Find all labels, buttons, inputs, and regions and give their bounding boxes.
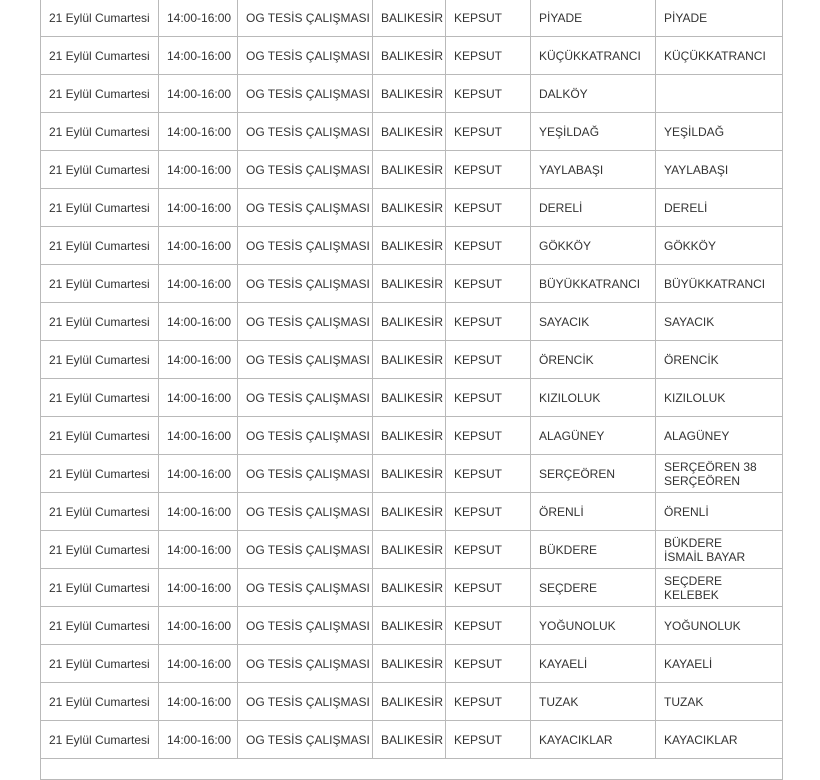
street-cell: YAYLABAŞI	[656, 151, 783, 189]
work-type-cell: OG TESİS ÇALIŞMASI	[238, 493, 373, 531]
table-row	[41, 341, 783, 379]
work-type-cell: OG TESİS ÇALIŞMASI	[238, 341, 373, 379]
table-row	[41, 0, 783, 37]
neighborhood-cell: YAYLABAŞI	[531, 151, 656, 189]
district-cell: KEPSUT	[446, 303, 531, 341]
work-type-cell: OG TESİS ÇALIŞMASI	[238, 455, 373, 493]
table-row	[41, 645, 783, 683]
work-type-cell: OG TESİS ÇALIŞMASI	[238, 379, 373, 417]
street-cell: BÜKDERE İSMAİL BAYAR	[656, 531, 783, 569]
table-row	[41, 379, 783, 417]
district-cell: KEPSUT	[446, 227, 531, 265]
time-cell: 14:00-16:00	[159, 189, 238, 227]
city-cell: BALIKESİR	[373, 227, 446, 265]
street-cell: TUZAK	[656, 683, 783, 721]
city-cell: BALIKESİR	[373, 645, 446, 683]
neighborhood-cell: SEÇDERE	[531, 569, 656, 607]
district-cell: KEPSUT	[446, 417, 531, 455]
neighborhood-cell: BÜYÜKKATRANCI	[531, 265, 656, 303]
table-row	[41, 227, 783, 265]
date-cell: 21 Eylül Cumartesi	[41, 113, 159, 151]
date-cell: 21 Eylül Cumartesi	[41, 379, 159, 417]
table-row	[41, 113, 783, 151]
neighborhood-cell: GÖKKÖY	[531, 227, 656, 265]
date-cell: 21 Eylül Cumartesi	[41, 37, 159, 75]
date-cell: 21 Eylül Cumartesi	[41, 151, 159, 189]
neighborhood-cell: ALAGÜNEY	[531, 417, 656, 455]
work-type-cell: OG TESİS ÇALIŞMASI	[238, 75, 373, 113]
city-cell: BALIKESİR	[373, 189, 446, 227]
table-row	[41, 569, 783, 607]
time-cell: 14:00-16:00	[159, 645, 238, 683]
date-cell: 21 Eylül Cumartesi	[41, 455, 159, 493]
street-cell: KIZILOLUK	[656, 379, 783, 417]
time-cell: 14:00-16:00	[159, 455, 238, 493]
work-type-cell: OG TESİS ÇALIŞMASI	[238, 227, 373, 265]
time-cell: 14:00-16:00	[159, 151, 238, 189]
date-cell: 21 Eylül Cumartesi	[41, 265, 159, 303]
district-cell: KEPSUT	[446, 493, 531, 531]
work-type-cell: OG TESİS ÇALIŞMASI	[238, 151, 373, 189]
neighborhood-cell: KAYACIKLAR	[531, 721, 656, 759]
outage-table-body	[41, 0, 783, 780]
district-cell: KEPSUT	[446, 189, 531, 227]
work-type-cell: OG TESİS ÇALIŞMASI	[238, 417, 373, 455]
district-cell: KEPSUT	[446, 683, 531, 721]
neighborhood-cell: KAYAELİ	[531, 645, 656, 683]
district-cell: KEPSUT	[446, 455, 531, 493]
work-type-cell: OG TESİS ÇALIŞMASI	[238, 37, 373, 75]
city-cell: BALIKESİR	[373, 113, 446, 151]
time-cell: 14:00-16:00	[159, 227, 238, 265]
city-cell: BALIKESİR	[373, 683, 446, 721]
work-type-cell: OG TESİS ÇALIŞMASI	[238, 607, 373, 645]
table-row	[41, 75, 783, 113]
work-type-cell: OG TESİS ÇALIŞMASI	[238, 303, 373, 341]
neighborhood-cell: PİYADE	[531, 0, 656, 37]
city-cell: BALIKESİR	[373, 417, 446, 455]
city-cell: BALIKESİR	[373, 531, 446, 569]
date-cell: 21 Eylül Cumartesi	[41, 683, 159, 721]
district-cell: KEPSUT	[446, 645, 531, 683]
district-cell: KEPSUT	[446, 0, 531, 37]
time-cell: 14:00-16:00	[159, 531, 238, 569]
city-cell: BALIKESİR	[373, 379, 446, 417]
street-cell: YEŞİLDAĞ	[656, 113, 783, 151]
street-cell: BÜYÜKKATRANCI	[656, 265, 783, 303]
neighborhood-cell: KIZILOLUK	[531, 379, 656, 417]
district-cell: KEPSUT	[446, 341, 531, 379]
street-cell: KÜÇÜKKATRANCI	[656, 37, 783, 75]
table-row	[41, 265, 783, 303]
time-cell: 14:00-16:00	[159, 113, 238, 151]
table-row	[41, 37, 783, 75]
neighborhood-cell: BÜKDERE	[531, 531, 656, 569]
time-cell: 14:00-16:00	[159, 721, 238, 759]
date-cell: 21 Eylül Cumartesi	[41, 569, 159, 607]
street-cell: SEÇDERE KELEBEK	[656, 569, 783, 607]
time-cell: 14:00-16:00	[159, 75, 238, 113]
city-cell: BALIKESİR	[373, 75, 446, 113]
street-cell: YOĞUNOLUK	[656, 607, 783, 645]
neighborhood-cell: SAYACIK	[531, 303, 656, 341]
table-row	[41, 151, 783, 189]
city-cell: BALIKESİR	[373, 151, 446, 189]
date-cell: 21 Eylül Cumartesi	[41, 721, 159, 759]
work-type-cell: OG TESİS ÇALIŞMASI	[238, 265, 373, 303]
work-type-cell: OG TESİS ÇALIŞMASI	[238, 683, 373, 721]
date-cell: 21 Eylül Cumartesi	[41, 227, 159, 265]
time-cell: 14:00-16:00	[159, 379, 238, 417]
district-cell: KEPSUT	[446, 37, 531, 75]
street-cell: KAYAELİ	[656, 645, 783, 683]
street-cell	[656, 75, 783, 113]
date-cell: 21 Eylül Cumartesi	[41, 607, 159, 645]
time-cell: 14:00-16:00	[159, 303, 238, 341]
time-cell: 14:00-16:00	[159, 417, 238, 455]
district-cell: KEPSUT	[446, 379, 531, 417]
empty-cell	[41, 759, 783, 780]
outage-table	[40, 0, 783, 780]
city-cell: BALIKESİR	[373, 569, 446, 607]
work-type-cell: OG TESİS ÇALIŞMASI	[238, 113, 373, 151]
city-cell: BALIKESİR	[373, 303, 446, 341]
neighborhood-cell: DERELİ	[531, 189, 656, 227]
work-type-cell: OG TESİS ÇALIŞMASI	[238, 569, 373, 607]
time-cell: 14:00-16:00	[159, 569, 238, 607]
date-cell: 21 Eylül Cumartesi	[41, 417, 159, 455]
date-cell: 21 Eylül Cumartesi	[41, 645, 159, 683]
date-cell: 21 Eylül Cumartesi	[41, 531, 159, 569]
street-cell: SERÇEÖREN 38 SERÇEÖREN	[656, 455, 783, 493]
district-cell: KEPSUT	[446, 151, 531, 189]
street-cell: ÖRENCİK	[656, 341, 783, 379]
street-cell: DERELİ	[656, 189, 783, 227]
street-cell: ALAGÜNEY	[656, 417, 783, 455]
date-cell: 21 Eylül Cumartesi	[41, 75, 159, 113]
district-cell: KEPSUT	[446, 531, 531, 569]
table-row	[41, 531, 783, 569]
date-cell: 21 Eylül Cumartesi	[41, 493, 159, 531]
time-cell: 14:00-16:00	[159, 493, 238, 531]
neighborhood-cell: ÖRENCİK	[531, 341, 656, 379]
city-cell: BALIKESİR	[373, 341, 446, 379]
neighborhood-cell: ÖRENLİ	[531, 493, 656, 531]
date-cell: 21 Eylül Cumartesi	[41, 0, 159, 37]
date-cell: 21 Eylül Cumartesi	[41, 189, 159, 227]
table-row	[41, 683, 783, 721]
neighborhood-cell: YEŞİLDAĞ	[531, 113, 656, 151]
city-cell: BALIKESİR	[373, 493, 446, 531]
city-cell: BALIKESİR	[373, 607, 446, 645]
time-cell: 14:00-16:00	[159, 607, 238, 645]
work-type-cell: OG TESİS ÇALIŞMASI	[238, 721, 373, 759]
neighborhood-cell: SERÇEÖREN	[531, 455, 656, 493]
district-cell: KEPSUT	[446, 113, 531, 151]
street-cell: KAYACIKLAR	[656, 721, 783, 759]
time-cell: 14:00-16:00	[159, 341, 238, 379]
table-row-partial	[41, 759, 783, 780]
work-type-cell: OG TESİS ÇALIŞMASI	[238, 189, 373, 227]
table-row	[41, 417, 783, 455]
district-cell: KEPSUT	[446, 265, 531, 303]
time-cell: 14:00-16:00	[159, 683, 238, 721]
city-cell: BALIKESİR	[373, 721, 446, 759]
district-cell: KEPSUT	[446, 569, 531, 607]
table-row	[41, 721, 783, 759]
neighborhood-cell: DALKÖY	[531, 75, 656, 113]
city-cell: BALIKESİR	[373, 0, 446, 37]
date-cell: 21 Eylül Cumartesi	[41, 303, 159, 341]
date-cell: 21 Eylül Cumartesi	[41, 341, 159, 379]
work-type-cell: OG TESİS ÇALIŞMASI	[238, 0, 373, 37]
street-cell: PİYADE	[656, 0, 783, 37]
district-cell: KEPSUT	[446, 721, 531, 759]
street-cell: SAYACIK	[656, 303, 783, 341]
city-cell: BALIKESİR	[373, 37, 446, 75]
street-cell: ÖRENLİ	[656, 493, 783, 531]
time-cell: 14:00-16:00	[159, 37, 238, 75]
city-cell: BALIKESİR	[373, 455, 446, 493]
neighborhood-cell: TUZAK	[531, 683, 656, 721]
time-cell: 14:00-16:00	[159, 265, 238, 303]
work-type-cell: OG TESİS ÇALIŞMASI	[238, 645, 373, 683]
district-cell: KEPSUT	[446, 75, 531, 113]
district-cell: KEPSUT	[446, 607, 531, 645]
time-cell: 14:00-16:00	[159, 0, 238, 37]
city-cell: BALIKESİR	[373, 265, 446, 303]
work-type-cell: OG TESİS ÇALIŞMASI	[238, 531, 373, 569]
neighborhood-cell: KÜÇÜKKATRANCI	[531, 37, 656, 75]
table-row	[41, 607, 783, 645]
table-row	[41, 455, 783, 493]
table-row	[41, 303, 783, 341]
street-cell: GÖKKÖY	[656, 227, 783, 265]
table-row	[41, 189, 783, 227]
neighborhood-cell: YOĞUNOLUK	[531, 607, 656, 645]
table-row	[41, 493, 783, 531]
